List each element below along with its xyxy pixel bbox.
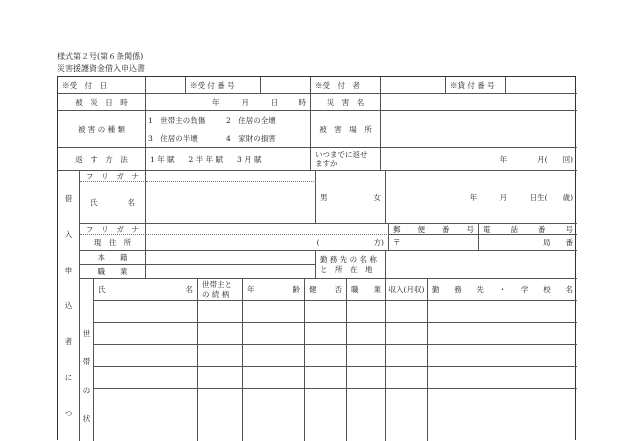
occupation-field[interactable] (146, 265, 316, 279)
damage-option-half-destruction[interactable]: 3 住居の半壊 (148, 133, 198, 143)
repayment-annual[interactable]: 1 年 賦 (150, 154, 175, 164)
domicile-label: 本 籍 (80, 251, 146, 265)
household-row-3-health[interactable] (305, 345, 347, 367)
form-title: 災害援護資金借入申込書 (57, 64, 145, 73)
household-row-1-occupation[interactable] (347, 301, 386, 323)
workplace-label: 勤 務 先 の 名 称 と 所 在 地 (316, 251, 386, 279)
household-row-5-name[interactable] (94, 389, 198, 441)
damage-option-total-destruction[interactable]: 2 住居の全壊 (226, 115, 276, 125)
household-age-header: 年 齢 (243, 279, 305, 301)
household-row-2-health[interactable] (305, 323, 347, 345)
household-row-5-income[interactable] (386, 389, 428, 441)
receipt-number-field[interactable] (261, 77, 311, 94)
repayment-month-count: 月( 回) (537, 154, 573, 164)
household-row-3-income[interactable] (386, 345, 428, 367)
household-row-5-health[interactable] (305, 389, 347, 441)
household-row-4-relation[interactable] (198, 367, 243, 389)
address-furigana-field[interactable] (146, 224, 389, 235)
household-row-5-age[interactable] (243, 389, 305, 441)
day-unit: 日 (271, 97, 279, 107)
address-label: 現 住 所 (80, 235, 146, 251)
address-furigana-label: フ リ ガ ナ (80, 224, 146, 235)
household-row-1-age[interactable] (243, 301, 305, 323)
phone-number-field[interactable]: 局 番 (479, 235, 577, 251)
household-row-4-age[interactable] (243, 367, 305, 389)
gender-select[interactable] (316, 171, 386, 224)
household-row-2-income[interactable] (386, 323, 428, 345)
household-row-3-name[interactable] (94, 345, 198, 367)
loan-number-field[interactable] (506, 77, 577, 94)
applicant-section-label: 借 入 申 込 者 に つ (58, 171, 80, 441)
postal-code-field[interactable]: 〒 (389, 235, 479, 251)
household-workplace-header: 勤 務 先 ・ 学 校 名 (428, 279, 577, 301)
damage-type-options (146, 111, 311, 148)
disaster-date-field[interactable] (146, 94, 311, 111)
household-row-2-name[interactable] (94, 323, 198, 345)
household-row-2-occupation[interactable] (347, 323, 386, 345)
damage-type-label: 被 害 の 種 類 (58, 111, 146, 148)
damage-place-field[interactable] (381, 111, 577, 148)
repayment-semiannual[interactable]: 2 半 年 賦 (188, 154, 223, 164)
address-paren-close: 方) (373, 238, 384, 247)
household-row-2-workplace[interactable] (428, 323, 577, 345)
household-row-3-age[interactable] (243, 345, 305, 367)
form-number: 様式第２号(第６条関係) (57, 52, 144, 61)
receipt-date-field[interactable] (146, 77, 186, 94)
household-row-3-occupation[interactable] (347, 345, 386, 367)
name-furigana-field[interactable] (146, 171, 316, 182)
repayment-until-label: いつまでに返せ ますか (311, 148, 381, 171)
address-paren-open: ( (316, 238, 320, 247)
household-row-4-health[interactable] (305, 367, 347, 389)
household-row-2-relation[interactable] (198, 323, 243, 345)
repayment-until-field[interactable] (381, 148, 577, 171)
name-furigana-label: フ リ ガ ナ (80, 171, 146, 182)
household-row-4-income[interactable] (386, 367, 428, 389)
birth-date-field[interactable]: 年 月 日生( 歳) (386, 171, 577, 224)
domicile-field[interactable] (146, 251, 316, 265)
damage-place-label: 被 害 場 所 (311, 111, 381, 148)
phone-number-label: 電 話 番 号 (479, 224, 577, 235)
household-row-1-income[interactable] (386, 301, 428, 323)
disaster-name-field[interactable] (381, 94, 577, 111)
household-label: 世 帯 の 状 (80, 279, 94, 441)
application-form (57, 76, 576, 440)
receipt-number-label: ※受 付 番 号 (186, 77, 261, 94)
month-unit: 月 (241, 97, 249, 107)
loan-number-label: ※貸 付 番 号 (446, 77, 506, 94)
year-unit: 年 (212, 97, 220, 107)
household-row-4-name[interactable] (94, 367, 198, 389)
repayment-methods (146, 148, 311, 171)
household-name-header: 氏 名 (94, 279, 198, 301)
household-row-5-workplace[interactable] (428, 389, 577, 441)
gender-female[interactable]: 女 (373, 192, 381, 202)
household-row-3-relation[interactable] (198, 345, 243, 367)
household-relation-header: 世帯主と の 続 柄 (198, 279, 243, 301)
workplace-field[interactable] (386, 251, 577, 279)
household-row-1-health[interactable] (305, 301, 347, 323)
repayment-label: 返 す 方 法 (58, 148, 146, 171)
household-row-5-relation[interactable] (198, 389, 243, 441)
repayment-monthly[interactable]: 3 月 賦 (236, 154, 262, 164)
name-field[interactable] (146, 182, 316, 224)
disaster-name-label: 災 害 名 (311, 94, 381, 111)
receipt-date-label: ※受 付 日 (58, 77, 146, 94)
household-income-header: 収入(月収) (386, 279, 428, 301)
name-label: 氏 名 (80, 182, 146, 224)
household-row-1-relation[interactable] (198, 301, 243, 323)
repayment-year-unit: 年 (499, 154, 508, 164)
damage-option-household-goods[interactable]: 4 家財の損害 (226, 133, 276, 143)
disaster-date-label: 被 災 日 時 (58, 94, 146, 111)
household-row-5-occupation[interactable] (347, 389, 386, 441)
household-row-4-occupation[interactable] (347, 367, 386, 389)
receiver-label: ※受 付 者 (311, 77, 381, 94)
receiver-field[interactable] (381, 77, 446, 94)
hour-unit: 時 (298, 97, 306, 107)
occupation-label: 職 業 (80, 265, 146, 279)
household-row-2-age[interactable] (243, 323, 305, 345)
household-health-header: 健 否 (305, 279, 347, 301)
household-row-1-name[interactable] (94, 301, 198, 323)
household-occupation-header: 職 業 (347, 279, 386, 301)
household-row-4-workplace[interactable] (428, 367, 577, 389)
postal-code-label: 郵 便 番 号 (389, 224, 479, 235)
household-row-3-workplace[interactable] (428, 345, 577, 367)
household-row-1-workplace[interactable] (428, 301, 577, 323)
damage-option-injury[interactable]: 1 世帯主の負傷 (148, 115, 206, 125)
gender-male[interactable]: 男 (320, 192, 328, 202)
address-field[interactable] (146, 235, 389, 251)
